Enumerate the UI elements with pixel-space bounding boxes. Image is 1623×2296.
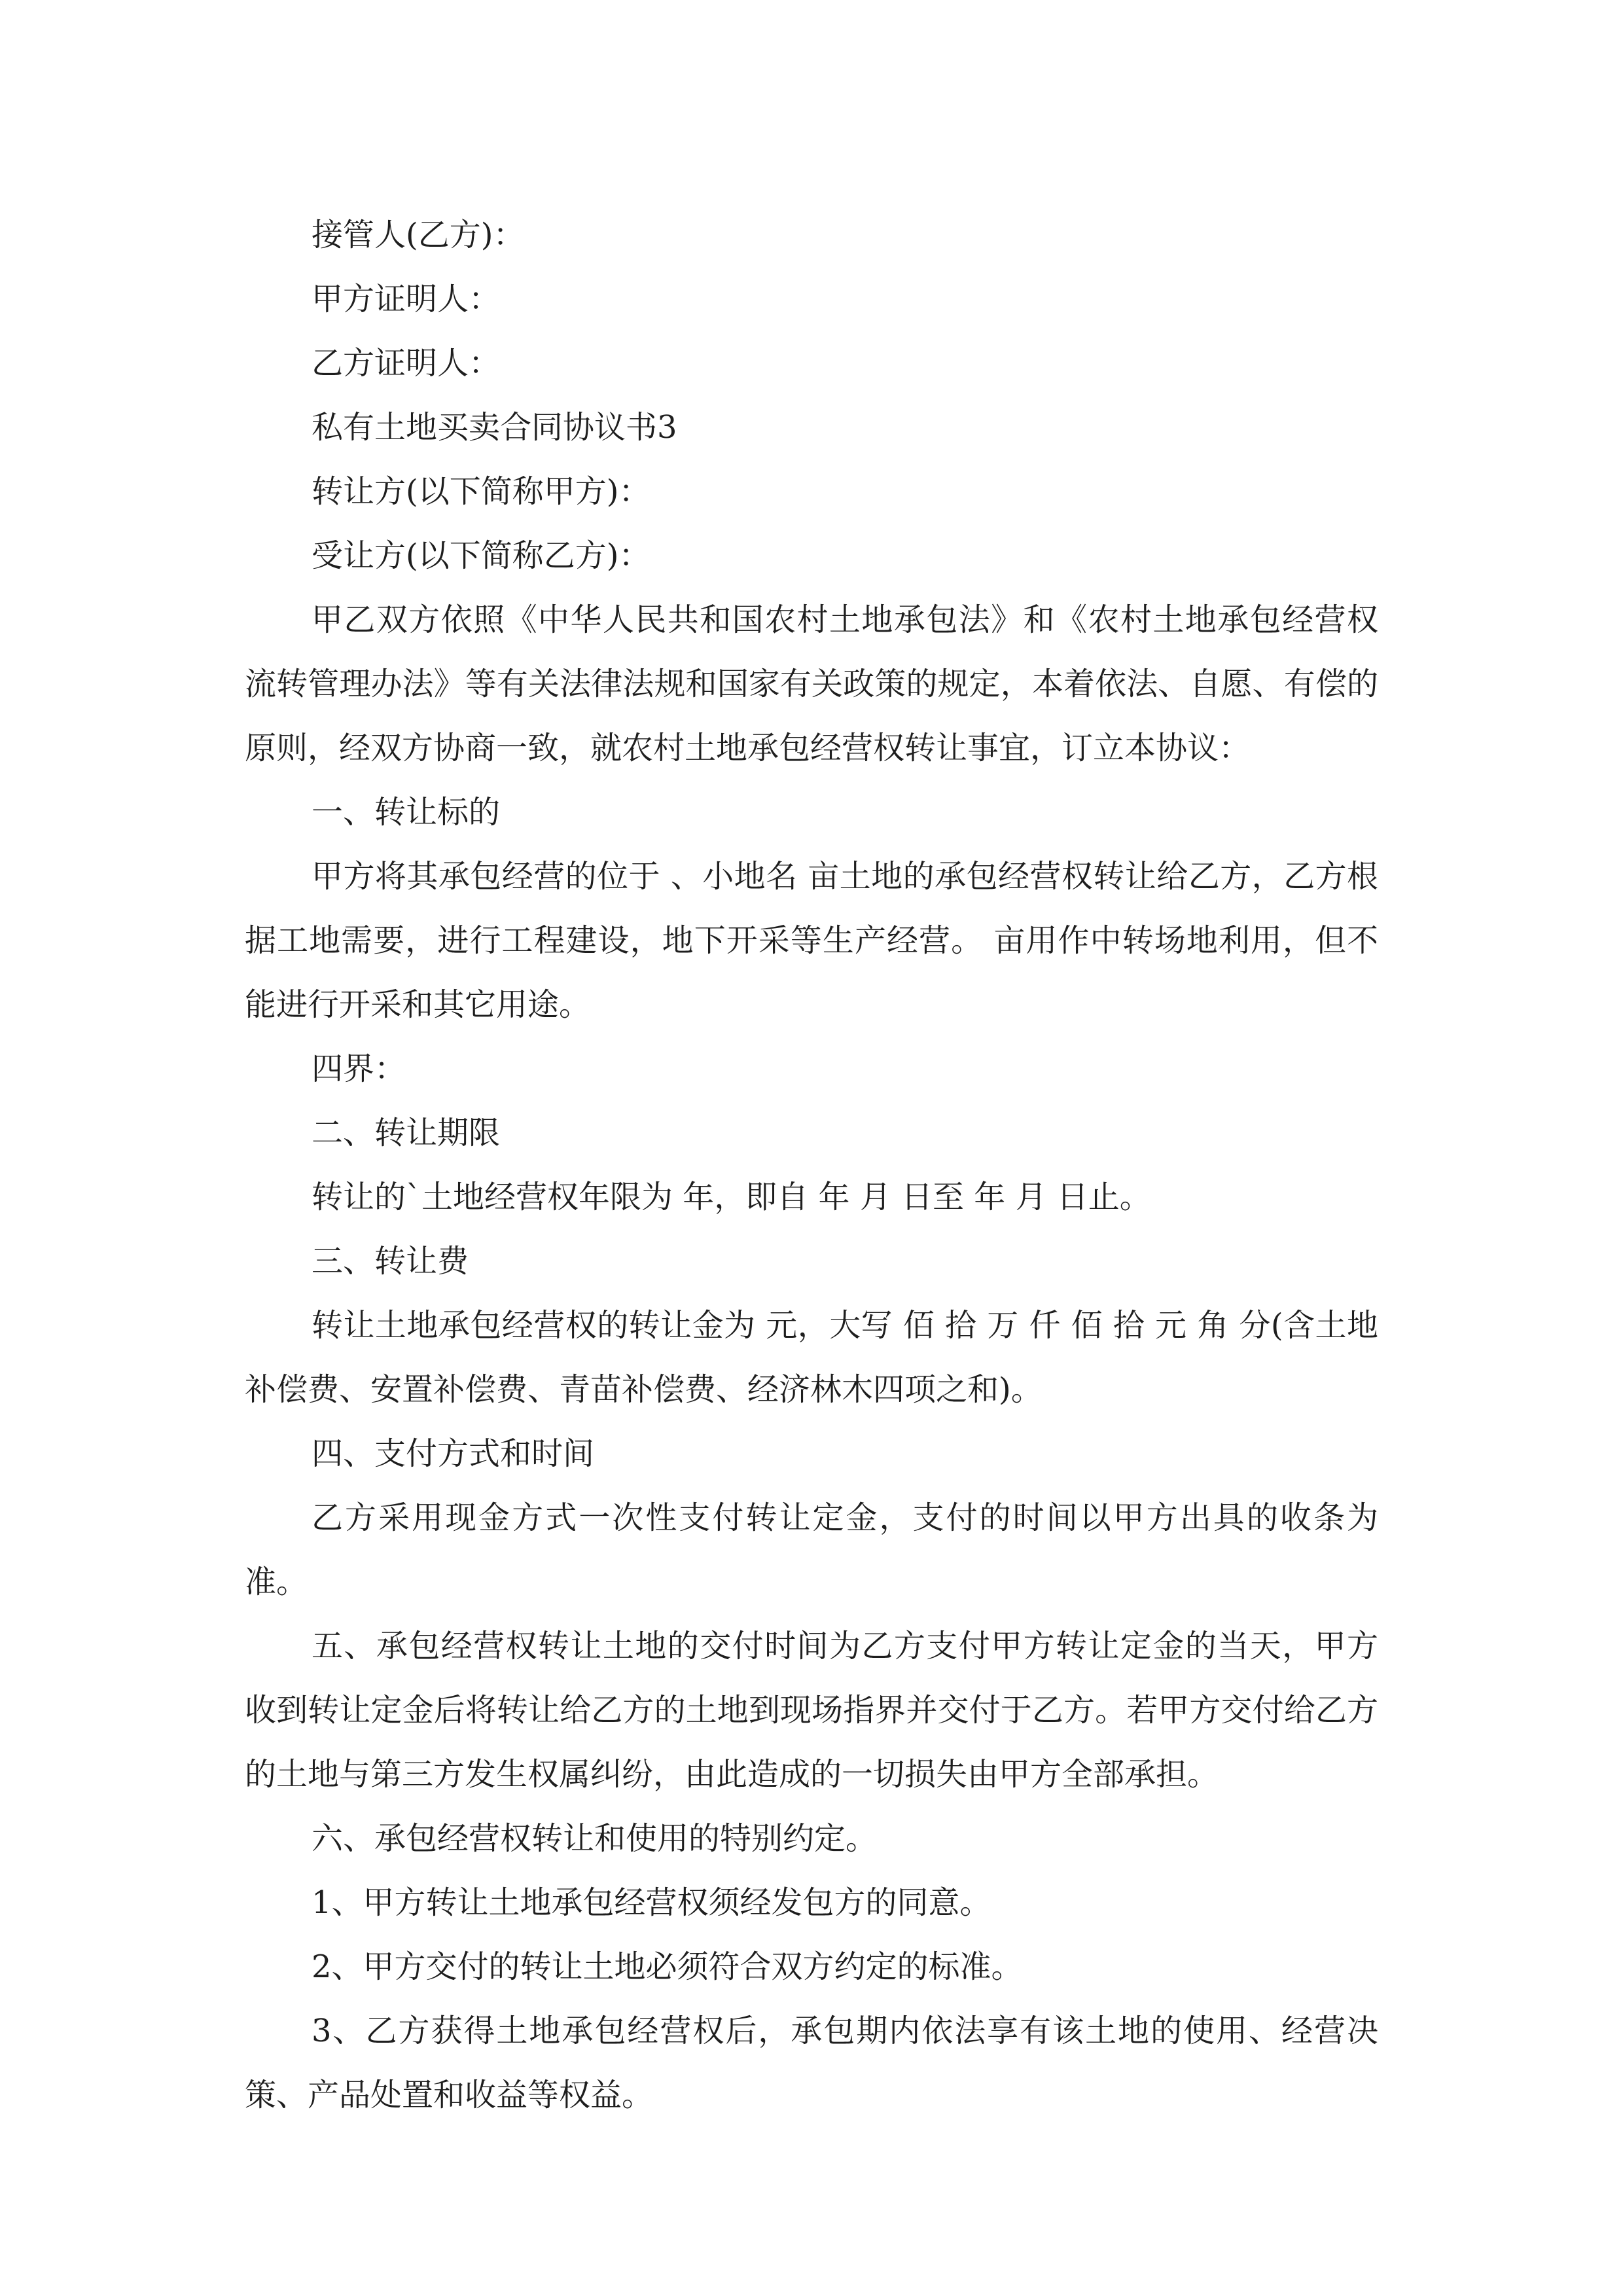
heading-transfer-term: 二、转让期限 <box>312 1115 501 1151</box>
paragraph-preamble: 甲乙双方依照《中华人民共和国农村土地承包法》和《农村土地承包经营权流转管理办法》等有关法律法规和国家有关政策的规定，本着依法、自愿、有偿的原则，经双方协商一致，就农村土地承包经营权转让事宜，订立本协议： <box>245 601 1378 766</box>
paragraph-payment: 乙方采用现金方式一次性支付转让定金，支付的时间以甲方出具的收条为准。 <box>245 1499 1378 1600</box>
paragraph-delivery: 五、承包经营权转让土地的交付时间为乙方支付甲方转让定金的当天，甲方收到转让定金后将转让给乙方的土地到现场指界并交付于乙方。若甲方交付给乙方的土地与第三方发生权属纠纷，由此造成的一切损失由甲方全部承担。 <box>245 1628 1378 1793</box>
heading-payment: 四、支付方式和时间 <box>312 1435 595 1472</box>
paragraph-transferor: 转让方(以下简称甲方)： <box>312 473 651 510</box>
paragraph-transfer-subject: 甲方将其承包经营的位于 、小地名 亩土地的承包经营权转让给乙方，乙方根据工地需要，进行工程建设，地下开采等生产经营。 亩用作中转场地利用，但不能进行开采和其它用途。 <box>245 858 1378 1023</box>
paragraph-party-b-witness: 乙方证明人： <box>312 345 501 382</box>
heading-transfer-fee: 三、转让费 <box>312 1243 469 1280</box>
document-section-title: 私有土地买卖合同协议书3 <box>312 409 677 446</box>
paragraph-party-a-witness: 甲方证明人： <box>312 281 501 317</box>
paragraph-transfer-fee: 转让土地承包经营权的转让金为 元，大写 佰 拾 万 仟 佰 拾 元 角 分(含土地补偿费、安置补偿费、青苗补偿费、经济林木四项之和)。 <box>245 1307 1378 1408</box>
paragraph-successor-party-b: 接管人(乙方)： <box>312 217 525 253</box>
paragraph-transfer-term: 转让的`土地经营权年限为 年，即自 年 月 日至 年 月 日止。 <box>312 1179 1151 1215</box>
paragraph-special-term-2: 2、甲方交付的转让土地必须符合双方约定的标准。 <box>312 1948 1023 1985</box>
paragraph-special-term-1: 1、甲方转让土地承包经营权须经发包方的同意。 <box>312 1884 991 1921</box>
paragraph-transferee: 受让方(以下简称乙方)： <box>312 537 651 574</box>
heading-transfer-subject: 一、转让标的 <box>312 794 501 831</box>
heading-special-terms: 六、承包经营权转让和使用的特别约定。 <box>312 1820 878 1857</box>
paragraph-special-term-3: 3、乙方获得土地承包经营权后，承包期内依法享有该土地的使用、经营决策、产品处置和收益等权益。 <box>245 2013 1378 2113</box>
paragraph-boundaries: 四界： <box>312 1050 406 1087</box>
document-body <box>245 203 1378 2127</box>
